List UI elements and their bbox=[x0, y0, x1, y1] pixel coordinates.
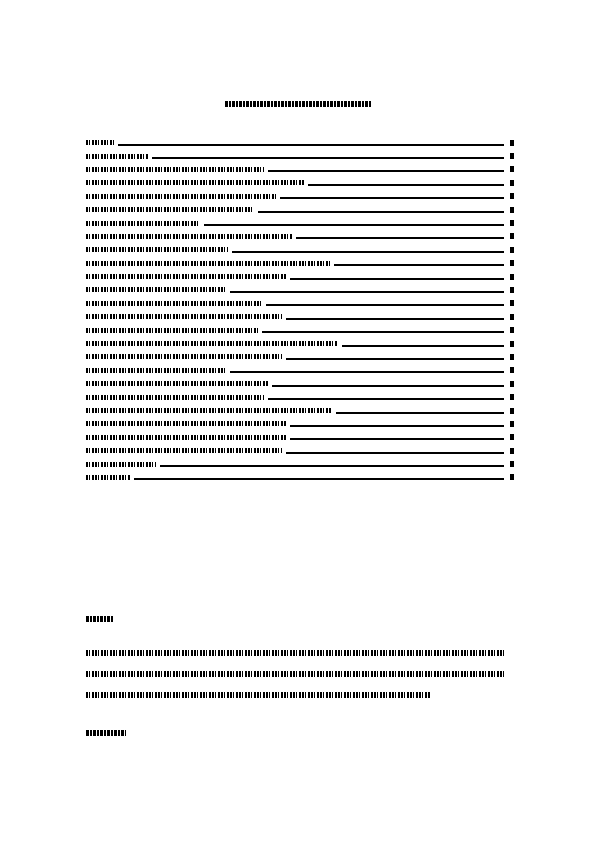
toc-entry-text bbox=[86, 274, 286, 279]
toc-page-number bbox=[510, 421, 514, 427]
toc-entry[interactable] bbox=[86, 471, 514, 484]
toc-entry[interactable] bbox=[86, 337, 514, 350]
toc-page-number bbox=[510, 327, 514, 333]
toc-leader-line bbox=[230, 291, 504, 293]
toc-entry[interactable] bbox=[86, 136, 514, 149]
toc-entry-text bbox=[86, 354, 282, 359]
toc-leader-line bbox=[230, 371, 504, 373]
toc-leader-line bbox=[286, 358, 504, 360]
toc-entry-text bbox=[86, 207, 254, 212]
toc-entry[interactable] bbox=[86, 404, 514, 417]
toc-entry[interactable] bbox=[86, 163, 514, 176]
toc-entry[interactable] bbox=[86, 323, 514, 336]
toc-entry-text bbox=[86, 154, 148, 159]
toc-entry[interactable] bbox=[86, 417, 514, 430]
toc-entry-text bbox=[86, 180, 304, 185]
toc-leader-line bbox=[286, 452, 504, 454]
toc-leader-line bbox=[266, 304, 504, 306]
toc-page-number bbox=[510, 140, 514, 146]
toc-page-number bbox=[510, 153, 514, 159]
toc-entry-text bbox=[86, 475, 130, 480]
toc-entry[interactable] bbox=[86, 444, 514, 457]
toc-entry-text bbox=[86, 448, 282, 453]
document-title bbox=[0, 101, 595, 111]
toc-entry-text bbox=[86, 247, 228, 252]
toc-leader-line bbox=[262, 331, 504, 333]
next-section-heading bbox=[86, 730, 126, 738]
toc-page-number bbox=[510, 287, 514, 293]
toc-leader-line bbox=[258, 211, 504, 213]
toc-page-number bbox=[510, 434, 514, 440]
toc-entry-text bbox=[86, 341, 338, 346]
toc-entry[interactable] bbox=[86, 431, 514, 444]
toc-leader-line bbox=[336, 412, 504, 414]
toc-entry-text bbox=[86, 287, 226, 292]
toc-entry-text bbox=[86, 194, 276, 199]
toc-leader-line bbox=[268, 398, 504, 400]
toc-page-number bbox=[510, 166, 514, 172]
toc-entry[interactable] bbox=[86, 203, 514, 216]
toc-leader-line bbox=[204, 224, 504, 226]
toc-leader-line bbox=[152, 157, 504, 159]
toc-page-number bbox=[510, 474, 514, 480]
toc-entry-text bbox=[86, 462, 156, 467]
toc-page-number bbox=[510, 180, 514, 186]
toc-page-number bbox=[510, 367, 514, 373]
toc-entry[interactable] bbox=[86, 176, 514, 189]
toc-entry[interactable] bbox=[86, 230, 514, 243]
toc-entry[interactable] bbox=[86, 390, 514, 403]
paragraph-line bbox=[86, 650, 506, 656]
toc-entry[interactable] bbox=[86, 310, 514, 323]
toc-leader-line bbox=[268, 170, 504, 172]
toc-page-number bbox=[510, 354, 514, 360]
toc-entry[interactable] bbox=[86, 377, 514, 390]
toc-leader-line bbox=[280, 197, 504, 199]
toc-leader-line bbox=[118, 144, 504, 146]
toc-leader-line bbox=[232, 251, 504, 253]
toc-page-number bbox=[510, 448, 514, 454]
toc-entry[interactable] bbox=[86, 350, 514, 363]
toc-leader-line bbox=[334, 264, 504, 266]
toc-entry-text bbox=[86, 421, 286, 426]
toc-page-number bbox=[510, 300, 514, 306]
toc-entry[interactable] bbox=[86, 270, 514, 283]
toc-page-number bbox=[510, 341, 514, 347]
toc-entry[interactable] bbox=[86, 364, 514, 377]
toc-leader-line bbox=[134, 478, 504, 480]
toc-page-number bbox=[510, 394, 514, 400]
section-heading bbox=[86, 616, 114, 624]
toc-page-number bbox=[510, 247, 514, 253]
toc-entry-text bbox=[86, 408, 332, 413]
toc-leader-line bbox=[272, 385, 504, 387]
body-paragraph bbox=[86, 650, 506, 713]
toc-entry-text bbox=[86, 234, 292, 239]
paragraph-line bbox=[86, 692, 430, 698]
toc-leader-line bbox=[160, 465, 504, 467]
toc-page-number bbox=[510, 461, 514, 467]
table-of-contents bbox=[86, 136, 514, 484]
toc-page-number bbox=[510, 233, 514, 239]
toc-entry-text bbox=[86, 261, 330, 266]
toc-leader-line bbox=[290, 438, 504, 440]
title-text bbox=[225, 101, 371, 107]
toc-page-number bbox=[510, 381, 514, 387]
toc-entry-text bbox=[86, 140, 114, 145]
toc-page-number bbox=[510, 314, 514, 320]
toc-leader-line bbox=[290, 425, 504, 427]
toc-entry-text bbox=[86, 314, 282, 319]
paragraph-line bbox=[86, 671, 506, 677]
toc-page-number bbox=[510, 274, 514, 280]
toc-leader-line bbox=[342, 345, 504, 347]
toc-entry[interactable] bbox=[86, 297, 514, 310]
toc-entry[interactable] bbox=[86, 243, 514, 256]
toc-entry[interactable] bbox=[86, 257, 514, 270]
toc-entry[interactable] bbox=[86, 283, 514, 296]
toc-page-number bbox=[510, 207, 514, 213]
toc-entry[interactable] bbox=[86, 190, 514, 203]
toc-entry[interactable] bbox=[86, 457, 514, 470]
toc-page-number bbox=[510, 193, 514, 199]
toc-entry-text bbox=[86, 368, 226, 373]
toc-leader-line bbox=[286, 318, 504, 320]
toc-page-number bbox=[510, 408, 514, 414]
toc-entry-text bbox=[86, 301, 262, 306]
toc-leader-line bbox=[296, 237, 504, 239]
toc-entry-text bbox=[86, 395, 264, 400]
toc-leader-line bbox=[308, 184, 504, 186]
toc-entry-text bbox=[86, 435, 286, 440]
toc-page-number bbox=[510, 220, 514, 226]
toc-leader-line bbox=[290, 278, 504, 280]
toc-page-number bbox=[510, 260, 514, 266]
toc-entry[interactable] bbox=[86, 216, 514, 229]
toc-entry[interactable] bbox=[86, 149, 514, 162]
toc-entry-text bbox=[86, 221, 200, 226]
toc-entry-text bbox=[86, 328, 258, 333]
toc-entry-text bbox=[86, 167, 264, 172]
toc-entry-text bbox=[86, 381, 268, 386]
